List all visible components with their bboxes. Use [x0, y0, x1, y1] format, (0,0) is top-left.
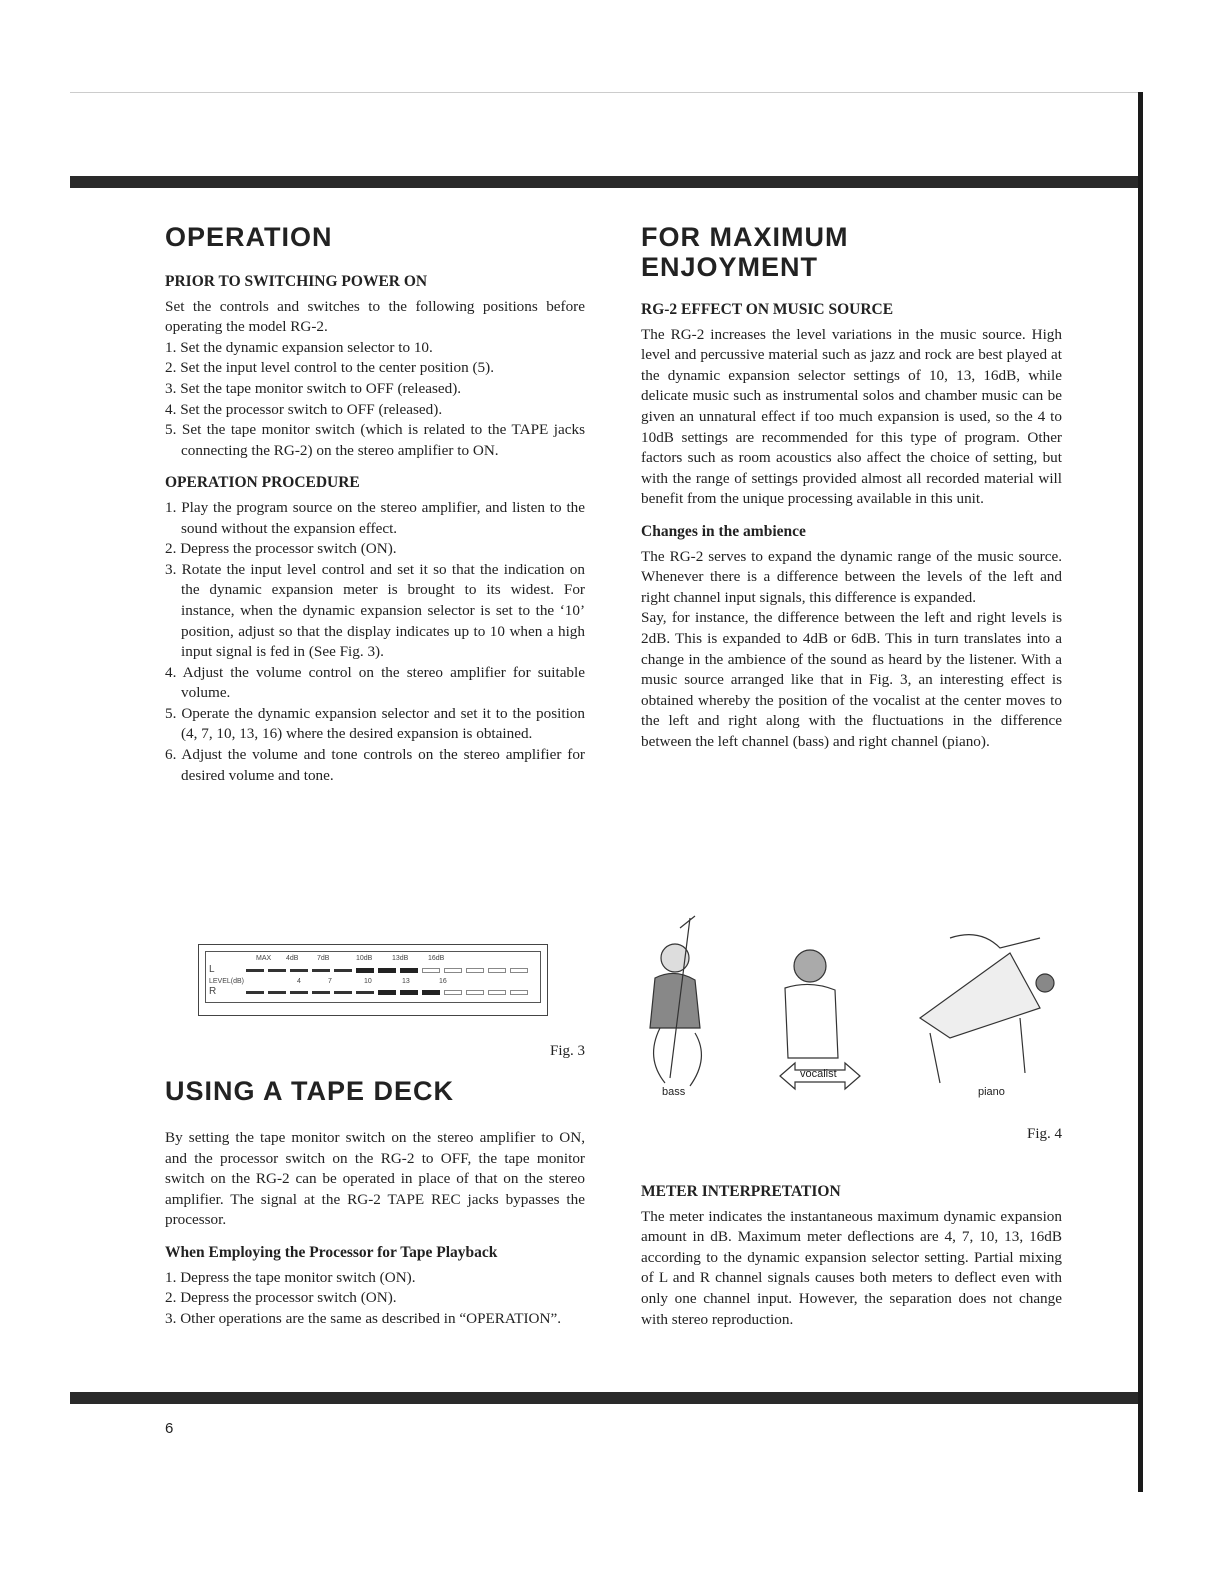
max-enjoyment-title-1: FOR MAXIMUM: [641, 222, 849, 252]
meter-segment: [444, 990, 462, 995]
piano-label: piano: [978, 1086, 1005, 1098]
meter-tick: 7: [328, 978, 332, 985]
meter-tick: 13: [402, 978, 410, 985]
page-edge: [70, 92, 1140, 93]
list-item: 5. Set the tape monitor switch (which is related to the TAPE jacks connecting the RG-2) on the stereo amplifier to ON.: [165, 421, 585, 459]
list-item: 3. Other operations are the same as described in “OPERATION”.: [165, 1309, 562, 1327]
tape-paragraph: By setting the tape monitor switch on the stereo amplifier to ON, and the processor switch on the RG-2 to OFF, the tape monitor switch on the RG-2 can be operated in place of that on the stereo amplifier. The signal at the RG-2 TAPE REC jacks bypasses the processor.: [165, 1129, 585, 1229]
effect-paragraph: The RG-2 increases the level variations in the music source. High level and percussive material such as jazz and rock are best played at the dynamic expansion selector settings of 10, 13, 16dB, while delicate music such as instrumental solos and chamber music can be given an unnatural effect if too much expansion is used, so the 4 to 10dB settings are recommended for this type of program. Other factors such as room acoustics also affect the choice of setting, but with the range of settings provided almost all recorded material will benefit from the unique processing available in this unit.: [641, 325, 1062, 508]
meter-segment: [510, 968, 528, 973]
meter-heading: METER INTERPRETATION: [641, 1183, 841, 1200]
meter-segment: [290, 969, 308, 972]
meter-segment: [466, 990, 484, 995]
list-item: 1. Play the program source on the stereo amplifier, and listen to the sound without the expansion effect.: [165, 498, 585, 537]
left-column: [165, 222, 585, 786]
meter-label: 10dB: [356, 955, 373, 962]
list-item: 4. Adjust the volume control on the stereo amplifier for suitable volume.: [165, 663, 585, 702]
top-rule: [70, 176, 1142, 188]
meter-segment: [378, 990, 396, 995]
meter-row-r: R: [209, 986, 217, 997]
procedure-steps: [165, 498, 585, 786]
meter-segment: [312, 991, 330, 994]
meter-tick: 16: [439, 978, 447, 985]
meter-segment: [488, 990, 506, 995]
fig3-meter-diagram: [198, 944, 548, 1016]
list-item: 6. Adjust the volume and tone controls on the stereo amplifier for desired volume and tone.: [165, 746, 585, 784]
effect-heading: RG-2 EFFECT ON MUSIC SOURCE: [641, 301, 894, 318]
list-item: 2. Depress the processor switch (ON).: [165, 1289, 397, 1307]
meter-segment: [444, 968, 462, 973]
meter-label: 7dB: [317, 955, 330, 962]
list-item: 1. Depress the tape monitor switch (ON).: [165, 1268, 416, 1286]
ambience-paragraph-1: The RG-2 serves to expand the dynamic range of the music source. Whenever there is a difference between the levels of the left and right channel input signals, this difference is expanded.: [641, 547, 1062, 606]
meter-label: 4dB: [286, 955, 299, 962]
bass-label: bass: [662, 1086, 686, 1098]
ambience-paragraph-2: Say, for instance, the difference between the left and right levels is 2dB. This is expanded to 4dB or 6dB. This in turn translates into a change in the ambience of the sound as heard by the listener. With a music source arranged like that in Fig. 3, an interesting effect is obtained whereby the position of the vocalist at the center moves to the left and right along with the fluctuations in the difference between the left channel (bass) and right channel (piano).: [641, 609, 1062, 750]
meter-segment: [246, 969, 264, 972]
list-item: 3. Set the tape monitor switch to OFF (released).: [165, 379, 462, 397]
meter-segment: [400, 990, 418, 995]
meter-tick: 4: [297, 978, 301, 985]
meter-segment: [422, 968, 440, 973]
right-edge: [1138, 92, 1143, 1492]
prior-intro: Set the controls and switches to the following positions before operating the model RG-2.: [165, 297, 585, 336]
meter-segment: [356, 968, 374, 973]
meter-segment: [356, 991, 374, 994]
procedure-heading: OPERATION PROCEDURE: [165, 474, 360, 492]
meter-level-label: LEVEL(dB): [209, 978, 245, 985]
max-enjoyment-title-2: ENJOYMENT: [641, 252, 819, 282]
meter-label: MAX: [256, 955, 272, 962]
meter-segment: [510, 990, 528, 995]
meter-segment: [268, 969, 286, 972]
fig4-caption: Fig. 4: [1026, 1126, 1062, 1142]
right-column-lower: [641, 1170, 1062, 1330]
meter-segment: [334, 991, 352, 994]
right-column: [641, 222, 1062, 752]
meter-segment: [466, 968, 484, 973]
page-number: 6: [165, 1420, 174, 1437]
meter-paragraph: The meter indicates the instantaneous maximum dynamic expansion amount in dB. Maximum meter deflections are 4, 7, 10, 13, 16dB according to the dynamic expansion selector setting. Partial mixing of L and R channel signals causes both meters to deflect even with only one channel input. However, the separation does not change with stereo reproduction.: [641, 1207, 1062, 1328]
playback-steps: [165, 1268, 585, 1330]
left-column-lower: [165, 1076, 585, 1329]
tape-deck-title: USING A TAPE DECK: [165, 1076, 455, 1106]
prior-heading: PRIOR TO SWITCHING POWER ON: [165, 273, 428, 290]
ambience-heading: Changes in the ambience: [641, 522, 806, 540]
list-item: 1. Set the dynamic expansion selector to 10.: [165, 338, 433, 356]
meter-label: 16dB: [428, 955, 445, 962]
meter-segment: [312, 969, 330, 972]
meter-tick: 10: [364, 978, 372, 985]
meter-segment: [488, 968, 506, 973]
list-item: 2. Depress the processor switch (ON).: [165, 540, 397, 558]
meter-segment: [268, 991, 286, 994]
bottom-rule: [70, 1392, 1142, 1404]
musicians-illustration: [620, 908, 1060, 1108]
operation-title: OPERATION: [165, 222, 333, 252]
prior-steps: [165, 338, 585, 462]
meter-segment: [378, 968, 396, 973]
meter-segment: [290, 991, 308, 994]
fig3-caption: Fig. 3: [549, 1043, 585, 1059]
meter-row-l: L: [209, 964, 215, 975]
playback-heading: When Employing the Processor for Tape Playback: [165, 1243, 498, 1261]
fig4-illustration: [620, 908, 1060, 1108]
list-item: 4. Set the processor switch to OFF (released).: [165, 400, 443, 418]
list-item: 3. Rotate the input level control and set it so that the indication on the dynamic expansion meter is brought to its widest. For instance, when the dynamic expansion selector is set to the ‘10’ position, adjust so that the display indicates up to 10 when a high input signal is fed in (See Fig. 3).: [165, 560, 585, 661]
meter-segment: [422, 990, 440, 995]
list-item: 2. Set the input level control to the center position (5).: [165, 359, 494, 377]
list-item: 5. Operate the dynamic expansion selector and set it to the position (4, 7, 10, 13, 16) where the desired expansion is obtained.: [165, 704, 585, 743]
meter-segment: [334, 969, 352, 972]
meter-segment: [400, 968, 418, 973]
vocalist-label: vocalist: [800, 1068, 837, 1080]
meter-segment: [246, 991, 264, 994]
meter-label: 13dB: [392, 955, 409, 962]
